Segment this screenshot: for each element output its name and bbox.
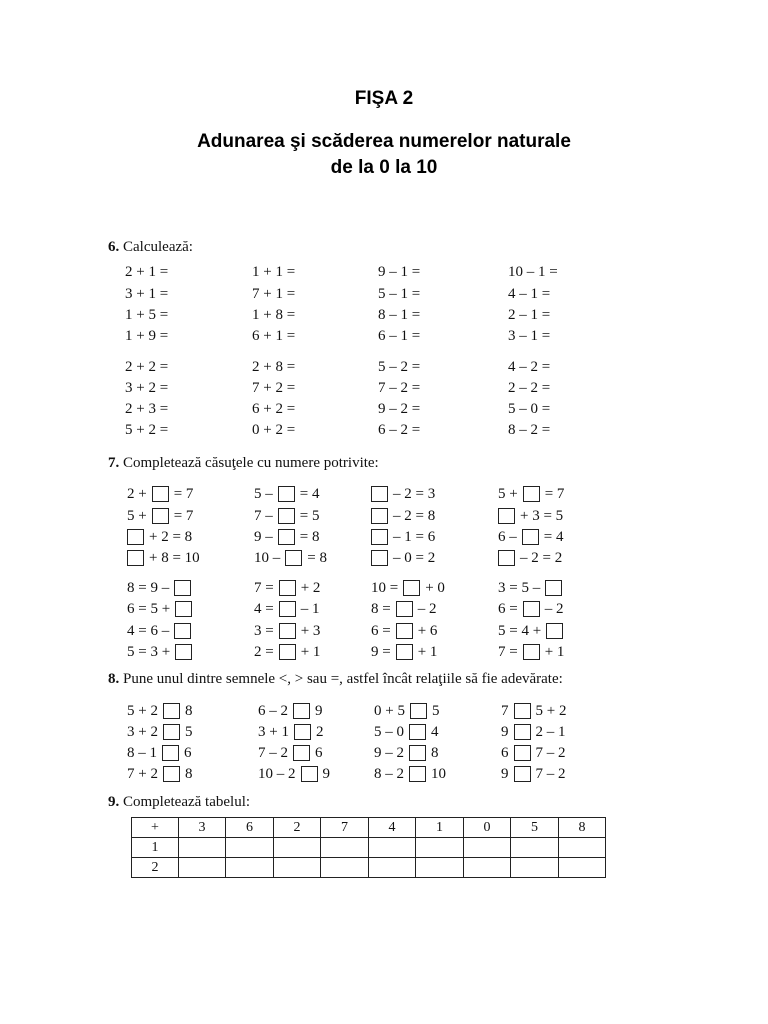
calc-equation — [378, 399, 420, 419]
sign-box[interactable] — [514, 766, 531, 782]
comparison-equation — [501, 701, 566, 721]
equation-text: 8 = — [371, 600, 391, 617]
row-label-cell: 1 — [132, 838, 179, 858]
left-expression: 7 – 2 — [258, 744, 288, 761]
answer-box[interactable] — [396, 644, 413, 660]
calc-equation — [125, 420, 168, 440]
answer-cell[interactable] — [179, 838, 226, 858]
right-expression: 5 + 2 — [535, 702, 567, 719]
equation-text: 10 = — [371, 579, 399, 596]
equation-text: 9 – 1 = — [378, 263, 421, 280]
equation-text: 2 + 1 = — [125, 263, 169, 280]
answer-cell[interactable] — [321, 838, 369, 858]
answer-box[interactable] — [279, 623, 296, 639]
fill-box-equation — [254, 548, 327, 568]
calc-equation — [125, 262, 168, 282]
exercise-8-heading — [108, 671, 563, 688]
answer-cell[interactable] — [559, 858, 606, 878]
equation-text: 7 = — [498, 643, 518, 660]
answer-box[interactable] — [546, 623, 563, 639]
answer-box[interactable] — [498, 550, 515, 566]
calc-equation — [378, 378, 420, 398]
equation-text: = 7 — [173, 485, 194, 502]
answer-cell[interactable] — [511, 838, 559, 858]
fill-box-equation — [371, 548, 435, 568]
answer-cell[interactable] — [226, 858, 274, 878]
calc-equation — [378, 420, 420, 440]
equation-text: 3 – 1 = — [508, 327, 551, 344]
fill-box-equation — [371, 621, 437, 641]
answer-box[interactable] — [396, 623, 413, 639]
page-subtitle-line-1: Adunarea şi scăderea numerelor naturale — [197, 131, 571, 152]
header-cell: 3 — [179, 818, 226, 838]
comparison-equation — [127, 764, 192, 784]
comparison-equation — [374, 701, 439, 721]
answer-cell[interactable] — [226, 838, 274, 858]
fill-box-equation — [254, 621, 320, 641]
equation-text: 6 – — [498, 528, 517, 545]
right-expression: 10 — [431, 765, 446, 782]
calc-equation — [378, 262, 420, 282]
equation-text: 8 – 1 = — [378, 306, 421, 323]
answer-box[interactable] — [498, 508, 515, 524]
answer-cell[interactable] — [511, 858, 559, 878]
comparison-equation — [501, 743, 566, 763]
equation-text: 2 + 3 = — [125, 400, 169, 417]
answer-cell[interactable] — [321, 858, 369, 878]
equation-text: = 4 — [299, 485, 320, 502]
equation-text: = 8 — [307, 549, 327, 566]
calc-equation — [252, 305, 295, 325]
equation-text: 7 – — [254, 507, 273, 524]
answer-box[interactable] — [152, 508, 169, 524]
left-expression: 6 – 2 — [258, 702, 288, 719]
answer-box[interactable] — [371, 486, 388, 502]
equation-text: + 2 = 8 — [149, 528, 193, 545]
equation-text: – 2 — [544, 600, 564, 617]
equation-text: = 8 — [299, 528, 320, 545]
sign-box[interactable] — [294, 724, 311, 740]
equation-text: 6 + 2 = — [252, 400, 296, 417]
equation-text: 7 – 2 = — [378, 379, 421, 396]
page-subtitle-line-2: de la 0 la 10 — [330, 157, 438, 178]
sign-box[interactable] — [514, 703, 531, 719]
fill-box-equation — [127, 621, 191, 641]
calc-equation — [252, 420, 295, 440]
equation-text: 2 – 1 = — [508, 306, 551, 323]
calc-equation — [252, 262, 295, 282]
calc-equation — [508, 284, 550, 304]
comparison-equation — [374, 722, 439, 742]
plus-sign-cell: + — [132, 818, 179, 838]
equation-text: + 3 = 5 — [520, 507, 564, 524]
sign-box[interactable] — [293, 745, 310, 761]
equation-text: 8 = 9 – — [127, 579, 170, 596]
equation-text: 1 + 1 = — [252, 263, 296, 280]
fill-box-equation — [498, 484, 564, 504]
equation-text: 5 – 1 = — [378, 285, 421, 302]
left-expression: 6 — [501, 744, 509, 761]
answer-box[interactable] — [396, 601, 413, 617]
fill-box-equation — [371, 599, 436, 619]
exercise-6-heading — [108, 239, 193, 256]
comparison-equation — [258, 764, 330, 784]
header-cell: 1 — [416, 818, 464, 838]
left-expression: 7 — [501, 702, 509, 719]
table-header-row — [132, 818, 606, 838]
comparison-equation — [501, 764, 566, 784]
answer-cell[interactable] — [416, 858, 464, 878]
right-expression: 2 — [315, 723, 324, 740]
answer-cell[interactable] — [464, 858, 511, 878]
answer-cell[interactable] — [369, 858, 416, 878]
calc-equation — [378, 305, 420, 325]
header-cell: 8 — [559, 818, 606, 838]
equation-text: + 8 = 10 — [149, 549, 200, 566]
left-expression: 3 + 1 — [258, 723, 289, 740]
table-row — [132, 838, 606, 858]
right-expression: 8 — [431, 744, 439, 761]
calc-equation — [125, 357, 168, 377]
fill-box-equation — [498, 621, 563, 641]
fill-box-equation — [254, 578, 320, 598]
right-expression: 5 — [184, 723, 193, 740]
calc-equation — [508, 357, 550, 377]
equation-text: 7 + 1 = — [252, 285, 296, 302]
answer-box[interactable] — [285, 550, 302, 566]
table-row — [132, 858, 606, 878]
answer-cell[interactable] — [416, 838, 464, 858]
calc-equation — [378, 284, 420, 304]
equation-text: 9 – — [254, 528, 273, 545]
answer-cell[interactable] — [559, 838, 606, 858]
left-expression: 7 + 2 — [127, 765, 158, 782]
fill-box-equation — [127, 548, 200, 568]
equation-text: + 1 — [300, 643, 321, 660]
sign-box[interactable] — [409, 724, 426, 740]
calc-equation — [252, 378, 295, 398]
equation-text: 10 – — [254, 549, 281, 566]
left-expression: 9 — [501, 723, 509, 740]
calc-equation — [252, 284, 295, 304]
sign-box[interactable] — [409, 745, 426, 761]
answer-box[interactable] — [371, 550, 388, 566]
answer-box[interactable] — [279, 601, 296, 617]
calc-equation — [508, 420, 550, 440]
sign-box[interactable] — [162, 745, 179, 761]
fill-box-equation — [127, 599, 192, 619]
left-expression: 0 + 5 — [374, 702, 405, 719]
exercise-8-instruction: Pune unul dintre semnele <, > sau =, astfel încât relaţiile să fie adevărate: — [123, 671, 563, 687]
right-expression: 2 – 1 — [535, 723, 566, 740]
equation-text: 1 + 5 = — [125, 306, 169, 323]
fill-box-equation — [254, 599, 319, 619]
fill-box-equation — [127, 527, 192, 547]
equation-text: = 7 — [173, 507, 194, 524]
equation-text: 9 = — [371, 643, 391, 660]
calc-equation — [252, 326, 295, 346]
right-expression: 5 — [431, 702, 440, 719]
equation-text: 6 = 5 + — [127, 600, 171, 617]
header-cell: 5 — [511, 818, 559, 838]
answer-cell[interactable] — [369, 838, 416, 858]
answer-box[interactable] — [175, 644, 192, 660]
equation-text: 2 + — [127, 485, 147, 502]
answer-box[interactable] — [152, 486, 169, 502]
fill-box-equation — [498, 527, 563, 547]
equation-text: 4 – 2 = — [508, 358, 551, 375]
equation-text: – 2 = 2 — [520, 549, 563, 566]
calc-equation — [378, 326, 420, 346]
equation-text: + 6 — [417, 622, 438, 639]
left-expression: 8 – 2 — [374, 765, 404, 782]
equation-text: 5 = 3 + — [127, 643, 171, 660]
answer-cell[interactable] — [274, 858, 321, 878]
fill-box-equation — [371, 642, 437, 662]
equation-text: 0 + 2 = — [252, 421, 296, 438]
equation-text: 7 = — [254, 579, 274, 596]
sign-box[interactable] — [293, 703, 310, 719]
equation-text: 2 = — [254, 643, 274, 660]
exercise-6-instruction: Calculează: — [123, 239, 193, 255]
equation-text: 5 + — [498, 485, 518, 502]
sign-box[interactable] — [163, 724, 180, 740]
equation-text: + 1 — [544, 643, 565, 660]
answer-cell[interactable] — [274, 838, 321, 858]
equation-text: 2 – 2 = — [508, 379, 551, 396]
fill-box-equation — [254, 527, 319, 547]
equation-text: 4 = 6 – — [127, 622, 170, 639]
comparison-equation — [501, 722, 566, 742]
fill-box-equation — [498, 578, 562, 598]
equation-text: 4 = — [254, 600, 274, 617]
sign-box[interactable] — [409, 766, 426, 782]
answer-box[interactable] — [175, 601, 192, 617]
equation-text: 5 – 0 = — [508, 400, 551, 417]
answer-box[interactable] — [127, 529, 144, 545]
right-expression: 8 — [184, 765, 193, 782]
right-expression: 6 — [184, 744, 192, 761]
fill-box-equation — [127, 578, 191, 598]
calc-equation — [508, 326, 550, 346]
answer-box[interactable] — [523, 601, 540, 617]
sign-box[interactable] — [301, 766, 318, 782]
equation-text: 2 + 8 = — [252, 358, 296, 375]
sign-box[interactable] — [514, 745, 531, 761]
left-expression: 8 – 1 — [127, 744, 157, 761]
right-expression: 7 – 2 — [535, 765, 566, 782]
equation-text: = 4 — [543, 528, 564, 545]
sign-box[interactable] — [514, 724, 531, 740]
calc-equation — [252, 357, 295, 377]
fill-box-equation — [371, 527, 435, 547]
comparison-equation — [374, 743, 439, 763]
calc-equation — [508, 378, 550, 398]
exercise-7-instruction: Completează căsuţele cu numere potrivite: — [123, 455, 379, 471]
equation-text: – 0 = 2 — [393, 549, 436, 566]
header-cell: 2 — [274, 818, 321, 838]
equation-text: = 5 — [299, 507, 320, 524]
left-expression: 10 – 2 — [258, 765, 296, 782]
left-expression: 5 + 2 — [127, 702, 158, 719]
comparison-equation — [258, 701, 323, 721]
equation-text: – 1 — [300, 600, 320, 617]
fill-box-equation — [254, 506, 319, 526]
equation-text: + 0 — [425, 579, 445, 596]
equation-text: 3 = 5 – — [498, 579, 541, 596]
left-expression: 9 — [501, 765, 509, 782]
answer-box[interactable] — [127, 550, 144, 566]
fill-box-equation — [498, 599, 563, 619]
left-expression: 9 – 2 — [374, 744, 404, 761]
right-expression: 7 – 2 — [535, 744, 566, 761]
header-cell: 4 — [369, 818, 416, 838]
calc-equation — [508, 399, 550, 419]
fill-box-equation — [371, 578, 445, 598]
exercise-9-number: 9. — [108, 794, 120, 810]
answer-cell[interactable] — [179, 858, 226, 878]
fill-box-equation — [127, 506, 193, 526]
addition-table — [131, 817, 606, 878]
fill-box-equation — [371, 506, 435, 526]
equation-text: 1 + 8 = — [252, 306, 296, 323]
calc-equation — [508, 262, 558, 282]
right-expression: 9 — [322, 765, 330, 782]
fill-box-equation — [498, 548, 562, 568]
row-label-cell: 2 — [132, 858, 179, 878]
right-expression: 6 — [315, 744, 323, 761]
right-expression: 4 — [431, 723, 439, 740]
equation-text: 3 + 1 = — [125, 285, 169, 302]
answer-box[interactable] — [278, 508, 295, 524]
exercise-9-instruction: Completează tabelul: — [123, 794, 251, 810]
equation-text: – 1 = 6 — [393, 528, 436, 545]
equation-text: – 2 = 3 — [393, 485, 436, 502]
equation-text: + 3 — [300, 622, 321, 639]
equation-text: 9 – 2 = — [378, 400, 421, 417]
equation-text: = 7 — [544, 485, 565, 502]
answer-box[interactable] — [523, 644, 540, 660]
equation-text: 6 – 1 = — [378, 327, 421, 344]
equation-text: 6 + 1 = — [252, 327, 296, 344]
answer-box[interactable] — [523, 486, 540, 502]
equation-text: 6 – 2 = — [378, 421, 421, 438]
fill-box-equation — [254, 642, 320, 662]
sign-box[interactable] — [163, 766, 180, 782]
calc-equation — [125, 326, 168, 346]
comparison-equation — [127, 743, 192, 763]
comparison-equation — [374, 764, 446, 784]
calc-equation — [378, 357, 420, 377]
answer-cell[interactable] — [464, 838, 511, 858]
calc-equation — [125, 399, 168, 419]
answer-box[interactable] — [403, 580, 420, 596]
equation-text: 4 – 1 = — [508, 285, 551, 302]
answer-box[interactable] — [278, 486, 295, 502]
exercise-8-number: 8. — [108, 671, 120, 687]
exercise-7-number: 7. — [108, 455, 120, 471]
equation-text: 7 + 2 = — [252, 379, 296, 396]
right-expression: 9 — [315, 702, 323, 719]
equation-text: 5 = 4 + — [498, 622, 542, 639]
equation-text: + 1 — [417, 643, 438, 660]
fill-box-equation — [127, 484, 193, 504]
exercise-7-heading — [108, 455, 379, 472]
calc-equation — [125, 284, 168, 304]
equation-text: 5 – 2 = — [378, 358, 421, 375]
page-title: FIŞA 2 — [354, 88, 414, 109]
answer-box[interactable] — [545, 580, 562, 596]
answer-box[interactable] — [279, 644, 296, 660]
sign-box[interactable] — [410, 703, 427, 719]
answer-box[interactable] — [522, 529, 539, 545]
equation-text: 6 = — [498, 600, 518, 617]
answer-box[interactable] — [371, 508, 388, 524]
answer-box[interactable] — [371, 529, 388, 545]
header-cell: 6 — [226, 818, 274, 838]
right-expression: 8 — [184, 702, 193, 719]
left-expression: 5 – 0 — [374, 723, 404, 740]
equation-text: 3 + 2 = — [125, 379, 169, 396]
equation-text: 5 + 2 = — [125, 421, 169, 438]
answer-box[interactable] — [174, 623, 191, 639]
equation-text: – 2 — [417, 600, 437, 617]
equation-text: 3 = — [254, 622, 274, 639]
equation-text: 5 – — [254, 485, 273, 502]
calc-equation — [508, 305, 550, 325]
fill-box-equation — [498, 506, 563, 526]
answer-box[interactable] — [278, 529, 295, 545]
equation-text: 6 = — [371, 622, 391, 639]
answer-box[interactable] — [174, 580, 191, 596]
left-expression: 3 + 2 — [127, 723, 158, 740]
header-cell: 7 — [321, 818, 369, 838]
comparison-equation — [258, 743, 323, 763]
fill-box-equation — [127, 642, 192, 662]
equation-text: 10 – 1 = — [508, 263, 558, 280]
comparison-equation — [127, 701, 192, 721]
exercise-6-number: 6. — [108, 239, 120, 255]
header-cell: 0 — [464, 818, 511, 838]
fill-box-equation — [498, 642, 564, 662]
fill-box-equation — [371, 484, 435, 504]
equation-text: 5 + — [127, 507, 147, 524]
exercise-9-heading — [108, 794, 250, 811]
sign-box[interactable] — [163, 703, 180, 719]
comparison-equation — [258, 722, 323, 742]
fill-box-equation — [254, 484, 319, 504]
equation-text: – 2 = 8 — [393, 507, 436, 524]
calc-equation — [252, 399, 295, 419]
comparison-equation — [127, 722, 192, 742]
equation-text: 1 + 9 = — [125, 327, 169, 344]
equation-text: + 2 — [300, 579, 321, 596]
calc-equation — [125, 305, 168, 325]
answer-box[interactable] — [279, 580, 296, 596]
calc-equation — [125, 378, 168, 398]
equation-text: 2 + 2 = — [125, 358, 169, 375]
equation-text: 8 – 2 = — [508, 421, 551, 438]
